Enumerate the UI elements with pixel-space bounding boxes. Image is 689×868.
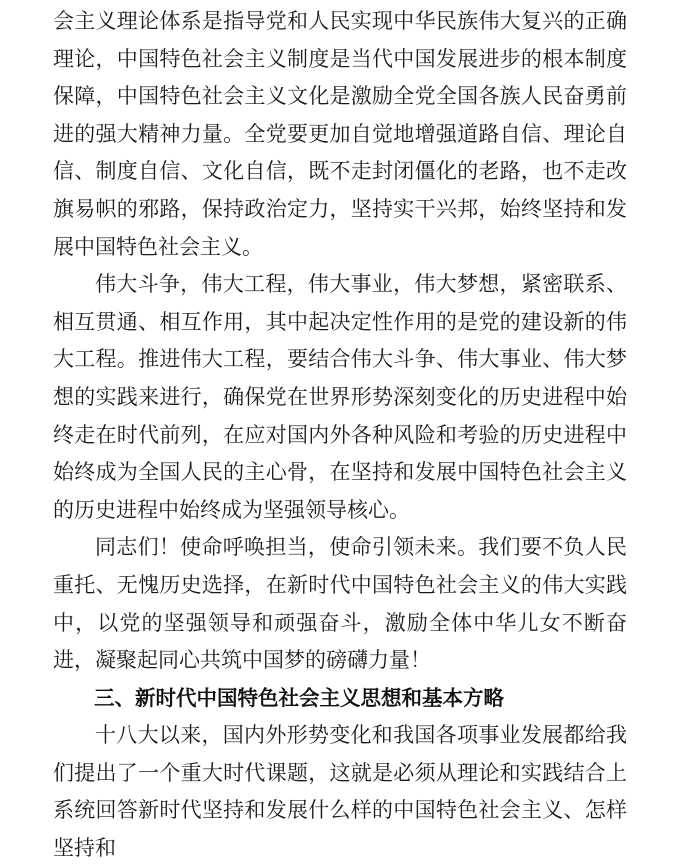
paragraph-section-intro: 十八大以来，国内外形势变化和我国各项事业发展都给我们提出了一个重大时代课题，这就是必须从理论和实践结合上系统回答新时代坚持和发展什么样的中国特色社会主义、怎样坚持和 bbox=[53, 723, 627, 861]
paragraph-continued: 会主义理论体系是指导党和人民实现中华民族伟大复兴的正确理论，中国特色社会主义制度是当代中国发展进步的根本制度保障，中国特色社会主义文化是激励全党全国各族人民奋勇前进的强大精神力量。全党要更加自觉地增强道路自信、理论自信、制度自信、文化自信，既不走封闭僵化的老路，也不走改旗易帜的邪路，保持政治定力，坚持实干兴邦，始终坚持和发展中国特色社会主义。 bbox=[53, 9, 627, 259]
section-heading: 三、新时代中国特色社会主义思想和基本方略 bbox=[94, 685, 504, 710]
paragraph-comrades: 同志们！使命呼唤担当，使命引领未来。我们要不负人民重托、无愧历史选择，在新时代中国特色社会主义的伟大实践中，以党的坚强领导和顽强奋斗，激励全体中华儿女不断奋进，凝聚起同心共筑中国梦的磅礴力量！ bbox=[53, 535, 627, 673]
paragraph-great-struggle: 伟大斗争，伟大工程，伟大事业，伟大梦想，紧密联系、相互贯通、相互作用，其中起决定性作用的是党的建设新的伟大工程。推进伟大工程，要结合伟大斗争、伟大事业、伟大梦想的实践来进行，确保党在世界形势深刻变化的历史进程中始终走在时代前列，在应对国内外各种风险和考验的历史进程中始终成为全国人民的主心骨，在坚持和发展中国特色社会主义的历史进程中始终成为坚强领导核心。 bbox=[53, 272, 627, 522]
